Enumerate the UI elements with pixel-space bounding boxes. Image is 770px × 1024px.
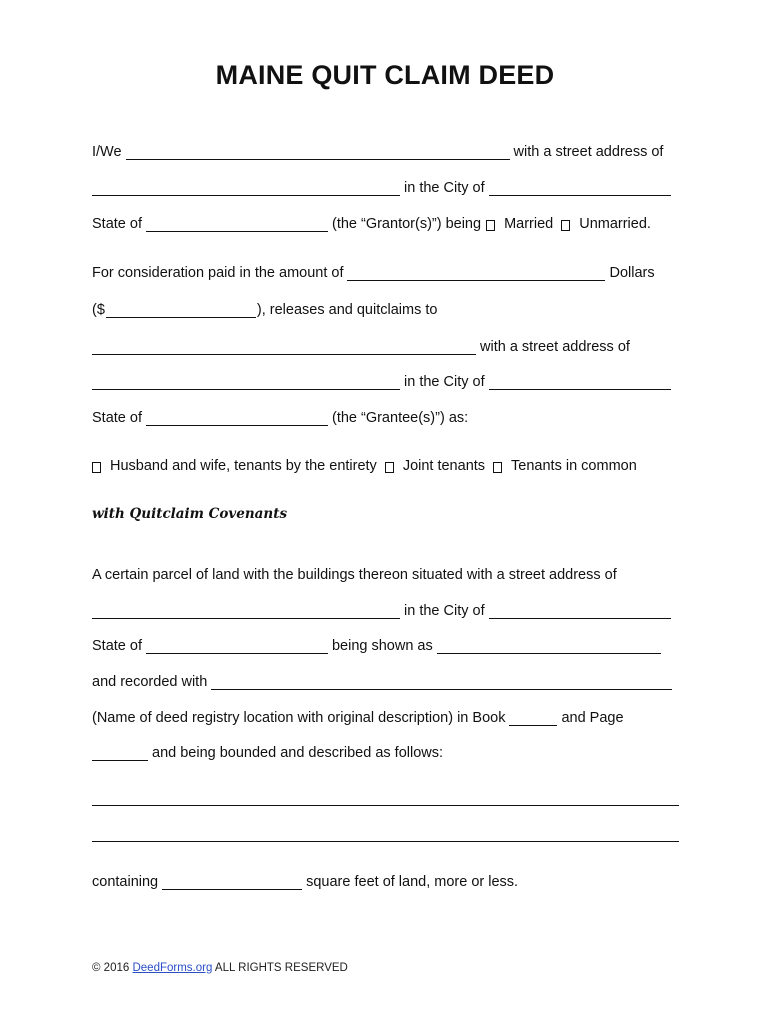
grantor-street-field[interactable] (92, 181, 400, 196)
dollar-open-label: ($ (92, 302, 105, 318)
parcel-address-line (92, 601, 671, 621)
square-feet-field[interactable] (162, 875, 302, 890)
shown-as-field[interactable] (437, 639, 661, 654)
grantor-city-label: in the City of (404, 180, 485, 196)
grantee-state-field[interactable] (146, 411, 328, 426)
unmarried-label: Unmarried. (579, 216, 651, 232)
page-field[interactable] (92, 746, 148, 761)
bounded-label: and being bounded and described as follows: (152, 745, 444, 761)
parcel-state-line (92, 636, 661, 656)
parcel-city-label: in the City of (404, 603, 485, 619)
grantee-address-line (92, 372, 671, 392)
square-feet-label: square feet of land, more or less. (306, 874, 519, 890)
containing-line (92, 872, 518, 892)
footer-link[interactable]: DeedForms.org (132, 962, 213, 974)
unmarried-checkbox[interactable] (561, 220, 570, 231)
tenancy-line (92, 456, 637, 476)
grantor-name-line (92, 142, 663, 162)
releases-label: ), releases and quitclaims to (256, 302, 438, 318)
grantor-name-field[interactable] (126, 145, 510, 160)
tenants-entirety-checkbox[interactable] (92, 462, 101, 473)
married-checkbox[interactable] (486, 220, 495, 231)
footer-rights: ALL RIGHTS RESERVED (214, 962, 348, 974)
footer-copyright: © 2016 (92, 962, 130, 974)
registry-label: (Name of deed registry location with original description) in Book (92, 710, 506, 726)
joint-tenants-checkbox[interactable] (385, 462, 394, 473)
consideration-amount-field[interactable] (106, 303, 256, 318)
grantor-address-label: with a street address of (513, 144, 664, 160)
joint-tenants-label: Joint tenants (402, 458, 486, 474)
grantee-address-label: with a street address of (480, 339, 630, 355)
grantor-city-field[interactable] (489, 181, 671, 196)
grantor-state-label: State of (92, 216, 142, 232)
grantee-city-label: in the City of (404, 374, 485, 390)
dollars-label: Dollars (609, 265, 655, 281)
shown-as-label: being shown as (331, 638, 433, 654)
grantor-prefix: I/We (92, 144, 122, 160)
parcel-state-field[interactable] (146, 639, 328, 654)
grantor-address-line (92, 178, 671, 198)
grantee-state-line (92, 408, 468, 428)
parcel-state-label: State of (92, 638, 142, 654)
grantee-role-label: (the “Grantee(s)”) as: (331, 410, 469, 426)
recorded-with-label: and recorded with (92, 674, 208, 690)
married-label: Married (504, 216, 554, 232)
and-page-label: and Page (561, 710, 624, 726)
grantor-role-label: (the “Grantor(s)”) being (331, 216, 482, 232)
recorded-with-field[interactable] (211, 675, 672, 690)
containing-label: containing (92, 874, 159, 890)
grantee-city-field[interactable] (489, 375, 671, 390)
registry-line (92, 708, 624, 728)
recorded-with-line (92, 672, 672, 692)
grantee-name-line (92, 337, 630, 357)
grantor-state-line (92, 214, 651, 234)
bounded-line (92, 743, 443, 763)
book-field[interactable] (509, 711, 557, 726)
consideration-label: For consideration paid in the amount of (92, 265, 344, 281)
grantor-state-field[interactable] (146, 217, 328, 232)
tenants-in-common-label: Tenants in common (511, 458, 637, 474)
parcel-city-field[interactable] (489, 604, 671, 619)
grantee-street-field[interactable] (92, 375, 400, 390)
consideration-words-field[interactable] (347, 266, 605, 281)
parcel-intro-line (92, 565, 617, 585)
description-line-1[interactable] (92, 805, 679, 806)
description-line-2[interactable] (92, 841, 679, 842)
covenants-heading: with Quitclaim Covenants (92, 506, 288, 522)
document-title: MAINE QUIT CLAIM DEED (215, 60, 555, 90)
footer (92, 962, 348, 974)
grantee-state-label: State of (92, 410, 142, 426)
consideration-amount-line (92, 300, 437, 320)
tenants-entirety-label: Husband and wife, tenants by the entirety (110, 458, 377, 474)
parcel-intro: A certain parcel of land with the buildings thereon situated with a street address of (92, 567, 617, 583)
grantee-name-field[interactable] (92, 340, 476, 355)
parcel-street-field[interactable] (92, 604, 400, 619)
consideration-line (92, 263, 655, 283)
tenants-in-common-checkbox[interactable] (493, 462, 502, 473)
